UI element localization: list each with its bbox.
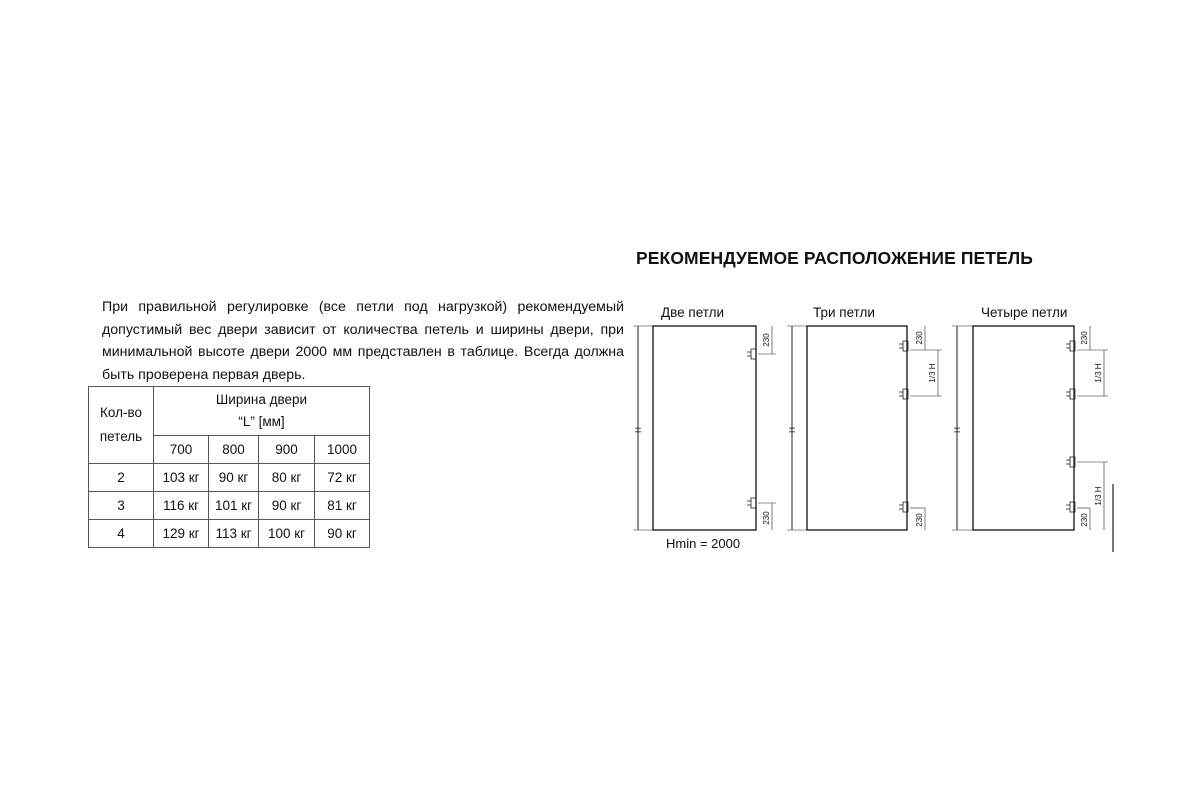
door-panel bbox=[973, 326, 1074, 530]
offset-label: 230 bbox=[1080, 513, 1089, 527]
third-height-label: 1/3 H bbox=[1094, 363, 1103, 383]
height-symbol: H bbox=[634, 427, 643, 433]
weight-cell: 129 кг bbox=[154, 520, 209, 548]
hmin-label: Hmin = 2000 bbox=[666, 536, 741, 551]
weight-cell: 103 кг bbox=[154, 464, 209, 492]
hinge-count-header-line2: петель bbox=[99, 429, 143, 444]
height-symbol: H bbox=[953, 427, 962, 433]
table-row bbox=[89, 464, 370, 492]
third-height-label: 1/3 H bbox=[928, 363, 937, 383]
hinge-count-cell: 2 bbox=[89, 464, 154, 492]
table-header-row bbox=[89, 387, 370, 436]
offset-label: 230 bbox=[1080, 331, 1089, 345]
door-weight-table bbox=[88, 386, 370, 548]
hinge-count-cell: 3 bbox=[89, 492, 154, 520]
offset-label: 230 bbox=[762, 333, 771, 347]
hinge-bottom bbox=[747, 498, 756, 508]
hinge-top bbox=[747, 349, 756, 359]
width-col-800: 800 bbox=[209, 436, 259, 464]
third-height-label: 1/3 H bbox=[1094, 486, 1103, 506]
label-four-hinges: Четыре петли bbox=[981, 305, 1068, 320]
door-three-hinges bbox=[787, 326, 942, 530]
door-width-header-line2: “L” [мм] bbox=[238, 414, 285, 429]
weight-cell: 100 кг bbox=[259, 520, 315, 548]
offset-label: 230 bbox=[915, 331, 924, 345]
label-three-hinges: Три петли bbox=[813, 305, 875, 320]
weight-cell: 72 кг bbox=[315, 464, 370, 492]
weight-cell: 113 кг bbox=[209, 520, 259, 548]
section-title: РЕКОМЕНДУЕМОЕ РАСПОЛОЖЕНИЕ ПЕТЕЛЬ bbox=[636, 248, 1033, 268]
offset-label: 230 bbox=[915, 513, 924, 527]
weight-cell: 81 кг bbox=[315, 492, 370, 520]
weight-cell: 90 кг bbox=[209, 464, 259, 492]
offset-label: 230 bbox=[762, 511, 771, 525]
table-row bbox=[89, 520, 370, 548]
width-col-700: 700 bbox=[154, 436, 209, 464]
width-col-900: 900 bbox=[259, 436, 315, 464]
door-two-hinges bbox=[633, 326, 776, 530]
hinge-count-cell: 4 bbox=[89, 520, 154, 548]
door-panel bbox=[653, 326, 756, 530]
weight-cell: 80 кг bbox=[259, 464, 315, 492]
intro-paragraph: При правильной регулировке (все петли под нагрузкой) рекомендуемый допустимый вес двери зависит от количества петель и ширины двери, при минимальной высоте двери 2000 мм представлен в таблице. Всегда должна быть проверена первая дверь. bbox=[102, 299, 624, 383]
label-two-hinges: Две петли bbox=[661, 305, 725, 320]
weight-cell: 116 кг bbox=[154, 492, 209, 520]
door-width-header bbox=[154, 387, 370, 436]
weight-cell: 101 кг bbox=[209, 492, 259, 520]
door-panel bbox=[807, 326, 907, 530]
table-row bbox=[89, 492, 370, 520]
width-col-1000: 1000 bbox=[315, 436, 370, 464]
hinge-placement-diagram bbox=[620, 290, 1140, 560]
weight-cell: 90 кг bbox=[259, 492, 315, 520]
hinge-count-header bbox=[89, 387, 154, 464]
door-width-header-line1: Ширина двери bbox=[215, 392, 308, 407]
hinge-count-header-line1: Кол-во bbox=[100, 405, 142, 420]
height-symbol: H bbox=[788, 427, 797, 433]
weight-cell: 90 кг bbox=[315, 520, 370, 548]
